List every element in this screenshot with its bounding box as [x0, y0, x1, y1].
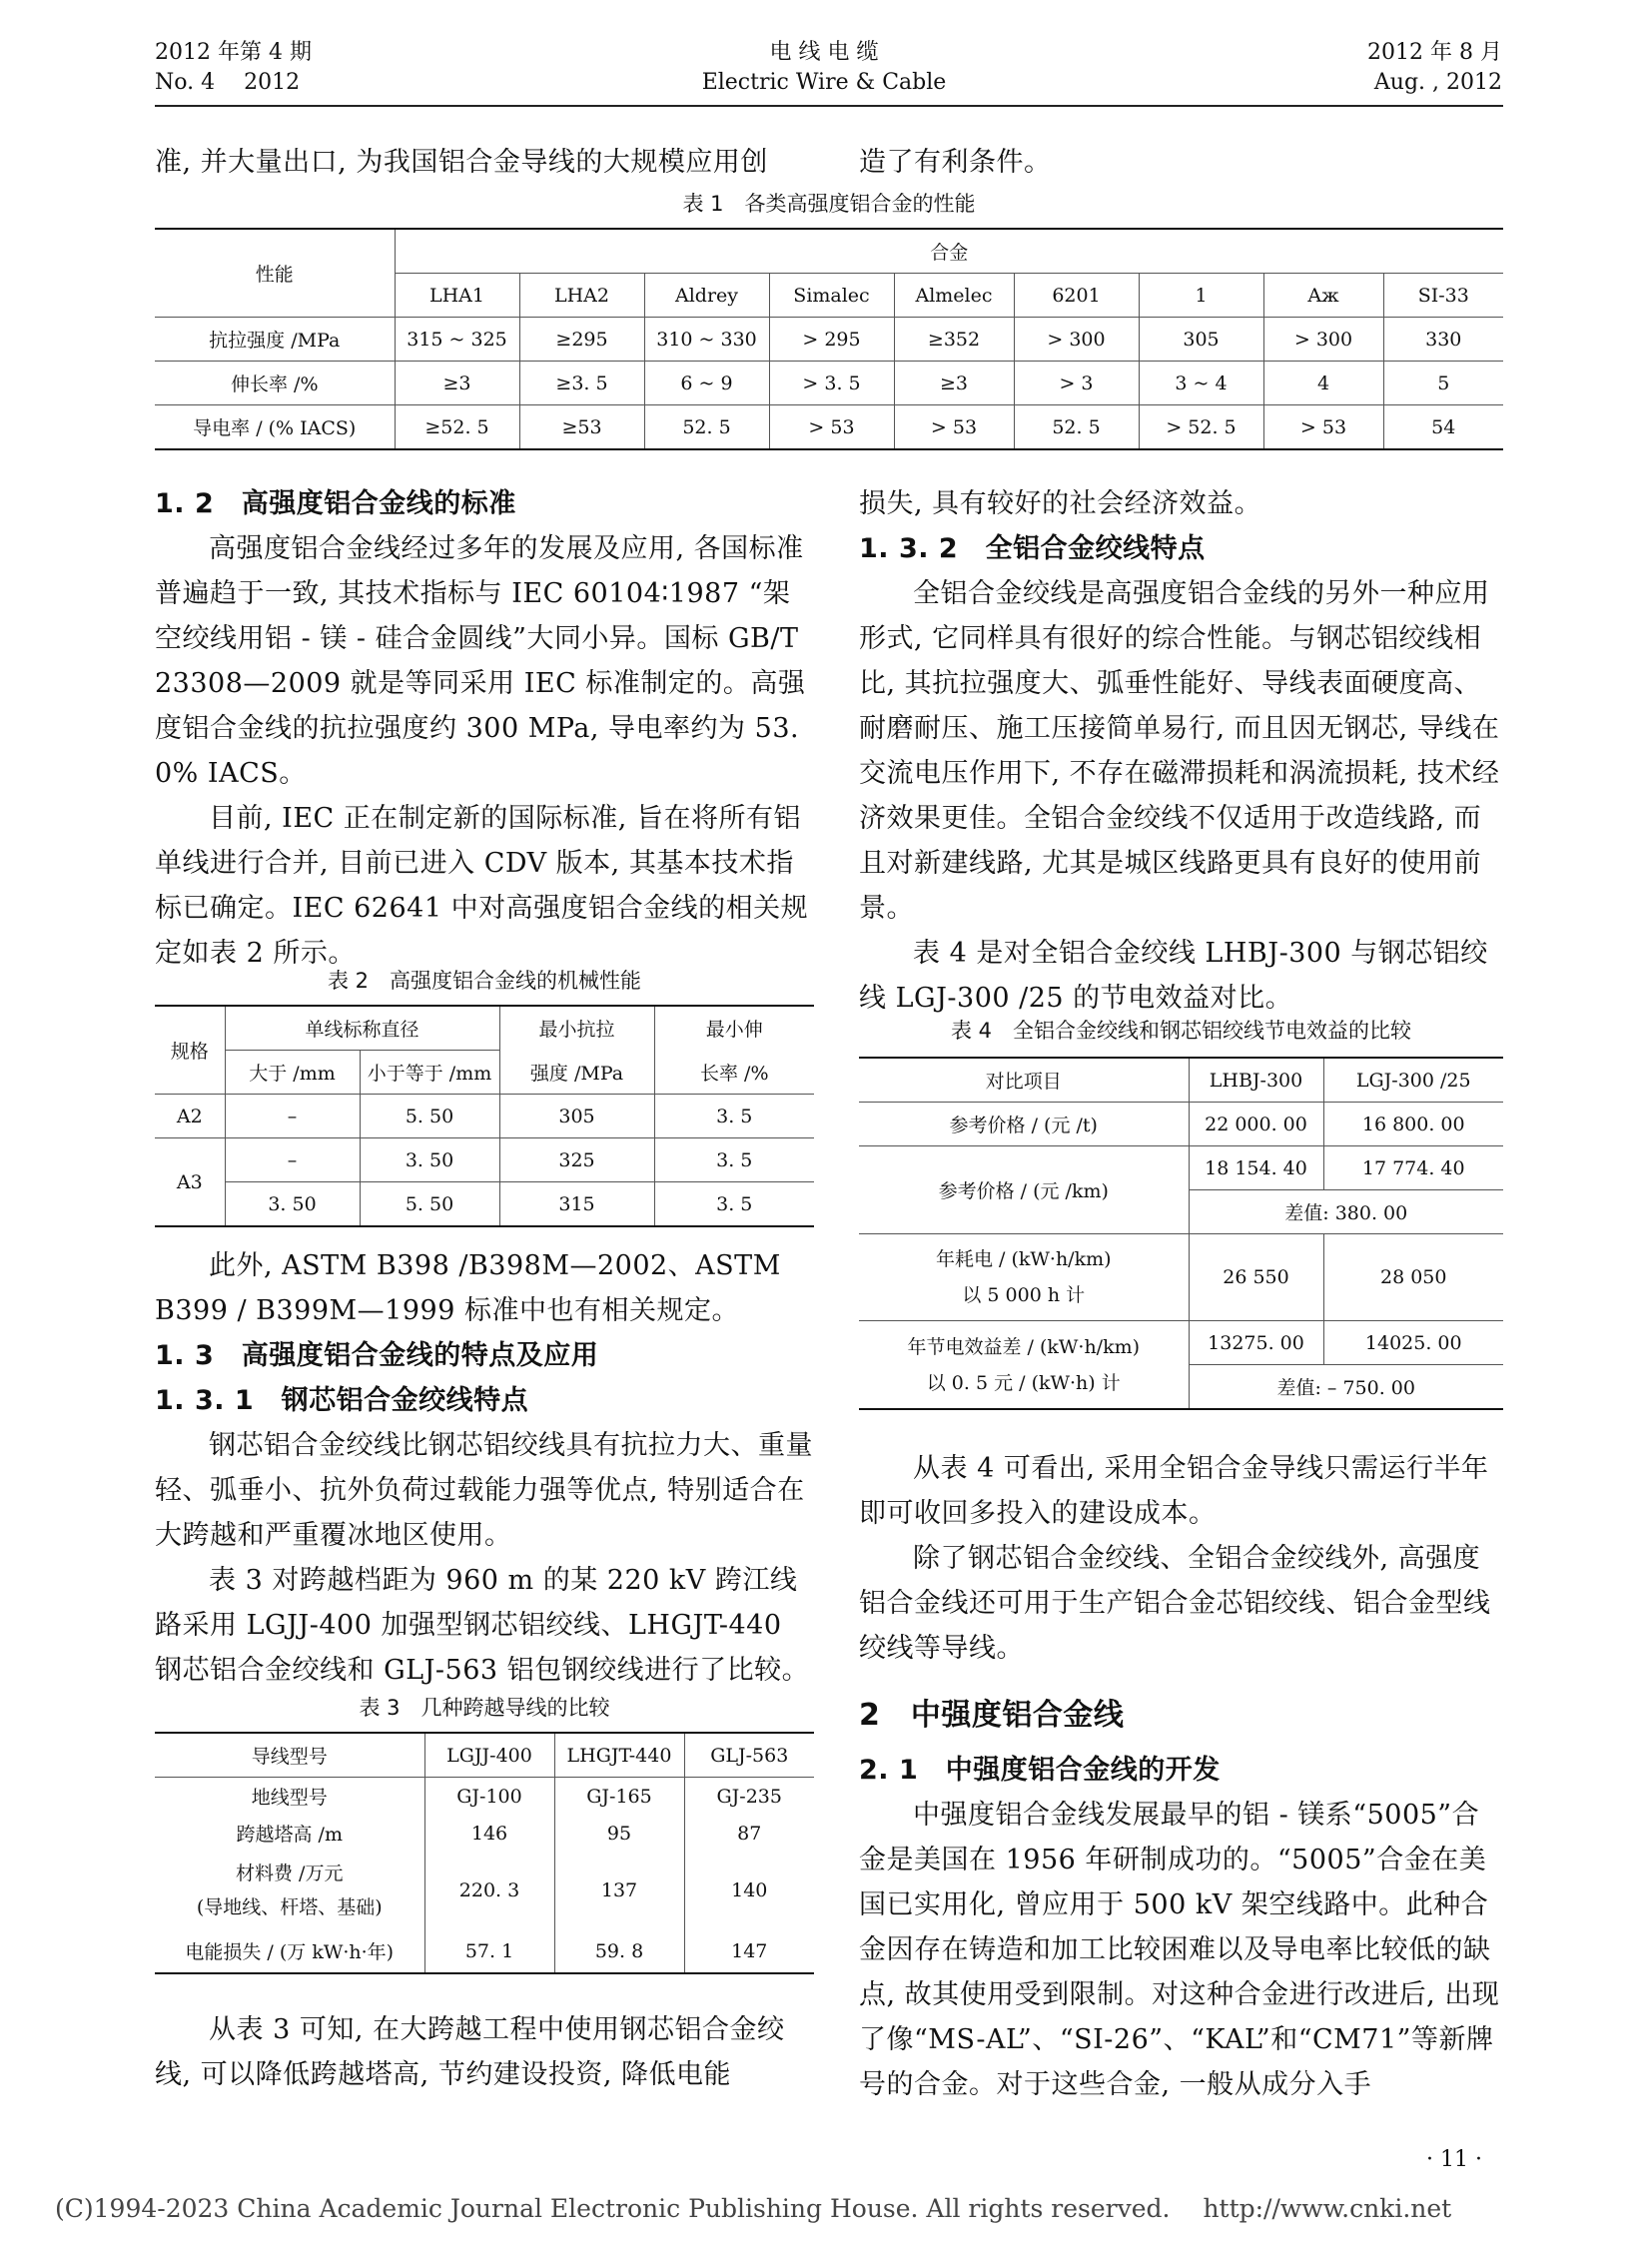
t1-col-header: Simalec — [769, 274, 894, 318]
paragraph: 除了钢芯铝合金绞线、全铝合金绞线外, 高强度铝合金线还可用于生产铝合金芯铝绞线、铝合金型线绞线等导线。 — [859, 1543, 1491, 1664]
t4-energy-sub: 以 5 000 h 计 — [962, 1284, 1086, 1306]
t2-cell: 305 — [499, 1095, 654, 1138]
t1-cell: ≥53 — [519, 405, 644, 450]
t3-cell: 跨越塔高 /m — [236, 1824, 343, 1846]
t3-header: GLJ-563 — [684, 1733, 814, 1778]
t1-cell: > 3 — [1014, 362, 1139, 405]
t4-header: LGJ-300 /25 — [1323, 1058, 1503, 1103]
t2-header-elong-1: 最小伸 — [654, 1006, 814, 1051]
t1-cell: ≥3. 5 — [519, 362, 644, 405]
t4-cell: 17 774. 40 — [1323, 1146, 1503, 1190]
header-rule — [155, 105, 1503, 107]
t2-cell: 5. 50 — [360, 1182, 499, 1227]
paragraph: 从表 4 可看出, 采用全铝合金导线只需运行半年即可收回多投入的建设成本。 — [859, 1453, 1489, 1529]
t2-cell: 5. 50 — [360, 1095, 499, 1138]
paragraph: 损失, 具有较好的社会经济效益。 — [859, 488, 1262, 519]
t1-cell: 310 ~ 330 — [644, 318, 769, 362]
t2-cell: 3. 5 — [654, 1095, 814, 1138]
t1-cell: > 300 — [1014, 318, 1139, 362]
date-cn: 2012 年 8 月 — [1367, 40, 1502, 65]
t2-header-spec: 规格 — [155, 1006, 225, 1095]
t1-cell: ≥352 — [894, 318, 1014, 362]
t1-col-header: Aldrey — [644, 274, 769, 318]
t3-cell: GJ-235 — [684, 1778, 814, 1816]
t1-cell: 52. 5 — [1014, 405, 1139, 450]
issue-en: No. 4 2012 — [155, 70, 301, 95]
t2-cell: 3. 5 — [654, 1138, 814, 1182]
t1-col-header: LHA2 — [519, 274, 644, 318]
paragraph: 此外, ASTM B398 /B398M—2002、ASTM B399 / B399M—1999 标准中也有相关规定。 — [155, 1250, 781, 1326]
t1-cell: 4 — [1263, 362, 1383, 405]
t3-material-sub: (导地线、杆塔、基础) — [196, 1896, 383, 1918]
t4-header: LHBJ-300 — [1189, 1058, 1323, 1103]
t3-header: 导线型号 — [251, 1746, 328, 1768]
t1-cell: 315 ~ 325 — [395, 318, 519, 362]
section-1-3-1-heading: 1. 3. 1 钢芯铝合金绞线特点 — [155, 1385, 529, 1416]
t4-cell: 参考价格 / (元 /t) — [949, 1115, 1098, 1136]
t2-cell: – — [225, 1095, 360, 1138]
table3 — [155, 1732, 814, 1974]
journal-issue — [155, 38, 312, 98]
copyright-notice: (C)1994-2023 China Academic Journal Electronic Publishing House. All rights reserved. http://www.cnki.net — [55, 2194, 1452, 2223]
t1-cell: 3 ~ 4 — [1139, 362, 1263, 405]
t4-cell: 13275. 00 — [1189, 1321, 1323, 1365]
t1-cell: 330 — [1383, 318, 1503, 362]
t1-col-header: Almelec — [894, 274, 1014, 318]
t4-cell: 26 550 — [1189, 1234, 1323, 1321]
t1-cell: 305 — [1139, 318, 1263, 362]
t1-cell: 6 ~ 9 — [644, 362, 769, 405]
t1-header-alloy: 合金 — [395, 229, 1503, 274]
t4-cell-saving — [859, 1321, 1189, 1410]
t3-cell: GJ-100 — [424, 1778, 554, 1816]
t1-cell: > 53 — [1263, 405, 1383, 450]
table1 — [155, 228, 1503, 450]
t3-material-label: 材料费 /万元 — [236, 1863, 344, 1884]
t3-cell: 57. 1 — [424, 1929, 554, 1973]
t2-cell: 3. 5 — [654, 1182, 814, 1227]
t2-header-strength-1: 最小抗拉 — [499, 1006, 654, 1051]
t4-header: 对比项目 — [985, 1071, 1062, 1093]
t4-diff: 差值: – 750. 00 — [1189, 1365, 1503, 1410]
right-column-lower — [859, 1446, 1503, 2107]
t1-header-property: 性能 — [155, 229, 395, 318]
page-number: · 11 · — [1426, 2147, 1482, 2172]
t3-cell: 220. 3 — [424, 1852, 554, 1929]
t1-row-label: 导电率 / (% IACS) — [193, 417, 357, 439]
t2-header-le: 小于等于 /mm — [360, 1051, 499, 1095]
t1-cell: > 300 — [1263, 318, 1383, 362]
t4-cell: 28 050 — [1323, 1234, 1503, 1321]
t1-col-header: LHA1 — [395, 274, 519, 318]
t2-cell: 315 — [499, 1182, 654, 1227]
t2-cell: A3 — [155, 1138, 225, 1227]
t3-cell: 137 — [554, 1852, 684, 1929]
t3-header: LGJJ-400 — [424, 1733, 554, 1778]
t3-cell: 95 — [554, 1815, 684, 1852]
t1-cell: ≥3 — [395, 362, 519, 405]
t3-cell: 146 — [424, 1815, 554, 1852]
t3-header: LHGJT-440 — [554, 1733, 684, 1778]
t1-row-label: 伸长率 /% — [231, 374, 319, 395]
t1-row-label: 抗拉强度 /MPa — [209, 330, 341, 352]
t3-cell: 147 — [684, 1929, 814, 1973]
t2-cell: A2 — [176, 1105, 203, 1127]
t4-saving-label: 年节电效益差 / (kW·h/km) — [907, 1335, 1141, 1358]
t1-col-header: SI-33 — [1383, 274, 1503, 318]
t2-header-diameter: 单线标称直径 — [225, 1006, 499, 1051]
section-1-3-heading: 1. 3 高强度铝合金线的特点及应用 — [155, 1340, 599, 1371]
table2-caption: 表 2 高强度铝合金线的机械性能 — [327, 969, 642, 993]
t3-cell-material — [155, 1852, 424, 1929]
t2-header-strength-2: 强度 /MPa — [499, 1051, 654, 1095]
left-column-lower — [155, 2007, 814, 2097]
paragraph: 目前, IEC 正在制定新的国际标准, 旨在将所有铝单线进行合并, 目前已进入 CDV 版本, 其基本技术指标已确定。IEC 62641 中对高强度铝合金线的相关规定如表 2 所示。 — [155, 803, 809, 969]
table3-caption: 表 3 几种跨越导线的比较 — [359, 1696, 610, 1720]
t1-cell: 52. 5 — [644, 405, 769, 450]
t1-cell: ≥3 — [894, 362, 1014, 405]
t4-cell: 18 154. 40 — [1189, 1146, 1323, 1190]
journal-title-cn: 电 线 电 缆 — [769, 40, 879, 65]
table1-caption: 表 1 各类高强度铝合金的性能 — [682, 192, 976, 216]
t4-cell: 参考价格 / (元 /km) — [859, 1146, 1189, 1234]
t1-col-header: Aж — [1263, 274, 1383, 318]
paragraph: 表 3 对跨越档距为 960 m 的某 220 kV 跨江线路采用 LGJJ-400 加强型钢芯铝绞线、LHGJT-440 钢芯铝合金绞线和 GLJ-563 铝包钢绞线进行了比较。 — [155, 1565, 810, 1686]
t4-energy-label: 年耗电 / (kW·h/km) — [935, 1248, 1112, 1270]
continued-text-left: 准, 并大量出口, 为我国铝合金导线的大规模应用创 — [155, 147, 768, 178]
section-2-1-heading: 2. 1 中强度铝合金线的开发 — [859, 1755, 1221, 1786]
section-1-2-heading: 1. 2 高强度铝合金线的标准 — [155, 488, 516, 519]
paragraph: 全铝合金绞线是高强度铝合金线的另外一种应用形式, 它同样具有很好的综合性能。与钢芯铝绞线相比, 其抗拉强度大、弧垂性能好、导线表面硬度高、耐磨耐压、施工压接简单易行, 而且因无钢芯, 导线在交流电压作用下, 不存在磁滞损耗和涡流损耗, 技术经济效果更佳。全铝合金绞线不仅适用于改造线路, 而且对新建线路, 尤其是城区线路更具有良好的使用前景。 — [859, 578, 1500, 924]
left-column-middle — [155, 1243, 814, 1693]
t1-cell: ≥295 — [519, 318, 644, 362]
table2 — [155, 1005, 814, 1227]
t3-cell: 59. 8 — [554, 1929, 684, 1973]
t1-col-header: 1 — [1139, 274, 1263, 318]
left-column-upper — [155, 481, 814, 976]
t3-cell: 地线型号 — [251, 1787, 328, 1809]
t1-cell: ≥52. 5 — [395, 405, 519, 450]
t2-cell: 3. 50 — [360, 1138, 499, 1182]
t1-cell: > 53 — [769, 405, 894, 450]
t1-col-header: 6201 — [1014, 274, 1139, 318]
paragraph: 表 4 是对全铝合金绞线 LHBJ-300 与钢芯铝绞线 LGJ-300 /25 的节电效益对比。 — [859, 938, 1488, 1014]
t2-cell: 325 — [499, 1138, 654, 1182]
table4-caption: 表 4 全铝合金绞线和钢芯铝绞线节电效益的比较 — [950, 1019, 1412, 1043]
right-column-upper — [859, 481, 1503, 1021]
t2-cell: 3. 50 — [225, 1182, 360, 1227]
t2-cell: – — [225, 1138, 360, 1182]
t4-saving-sub: 以 0. 5 元 / (kW·h) 计 — [926, 1371, 1121, 1394]
section-1-3-2-heading: 1. 3. 2 全铝合金绞线特点 — [859, 533, 1206, 564]
t3-cell: GJ-165 — [554, 1778, 684, 1816]
continued-text-right: 造了有利条件。 — [859, 147, 1052, 178]
section-2-heading: 2 中强度铝合金线 — [859, 1698, 1125, 1733]
t1-cell: 54 — [1383, 405, 1503, 450]
t1-cell: > 53 — [894, 405, 1014, 450]
t2-header-elong-2: 长率 /% — [654, 1051, 814, 1095]
t1-cell: 5 — [1383, 362, 1503, 405]
t1-cell: > 52. 5 — [1139, 405, 1263, 450]
paragraph: 中强度铝合金线发展最早的铝 - 镁系“5005”合金是美国在 1956 年研制成功的。“5005”合金在美国已实用化, 曾应用于 500 kV 架空线路中。此种合金因存在铸造和加工比较困难以及导电率比较低的缺点, 故其使用受到限制。对这种合金进行改进后, 出现了像“MS-AL”、“SI-26”、“KAL”和“CM71”等新牌号的合金。对于这些合金, 一般从成分入手 — [859, 1800, 1500, 2100]
journal-date — [1367, 38, 1502, 98]
issue-cn: 2012 年第 4 期 — [155, 40, 312, 65]
journal-title — [599, 38, 1049, 98]
t1-cell: > 295 — [769, 318, 894, 362]
date-en: Aug. , 2012 — [1373, 70, 1502, 95]
t3-cell: 87 — [684, 1815, 814, 1852]
table4 — [859, 1057, 1503, 1410]
t1-cell: > 3. 5 — [769, 362, 894, 405]
t4-cell: 14025. 00 — [1323, 1321, 1503, 1365]
t3-cell: 电能损失 / (万 kW·h·年) — [185, 1941, 395, 1963]
paragraph: 从表 3 可知, 在大跨越工程中使用钢芯铝合金绞线, 可以降低跨越塔高, 节约建设投资, 降低电能 — [155, 2014, 785, 2090]
paragraph: 高强度铝合金线经过多年的发展及应用, 各国标准普遍趋于一致, 其技术指标与 IEC 60104∶1987 “架空绞线用铝 - 镁 - 硅合金圆线”大同小异。国标 GB/T 23308—2009 就是等同采用 IEC 标准制定的。高强度铝合金线的抗拉强度约 300 MPa, 导电率约为 53. 0% IACS。 — [155, 533, 806, 789]
journal-title-en: Electric Wire & Cable — [701, 70, 947, 95]
t2-header-gt: 大于 /mm — [225, 1051, 360, 1095]
t4-cell: 22 000. 00 — [1189, 1103, 1323, 1146]
paragraph: 钢芯铝合金绞线比钢芯铝绞线具有抗拉力大、重量轻、弧垂小、抗外负荷过载能力强等优点, 特别适合在大跨越和严重覆冰地区使用。 — [155, 1430, 813, 1551]
t4-cell: 16 800. 00 — [1323, 1103, 1503, 1146]
t4-diff: 差值: 380. 00 — [1189, 1190, 1503, 1234]
t3-cell: 140 — [684, 1852, 814, 1929]
t4-cell-energy — [859, 1234, 1189, 1321]
